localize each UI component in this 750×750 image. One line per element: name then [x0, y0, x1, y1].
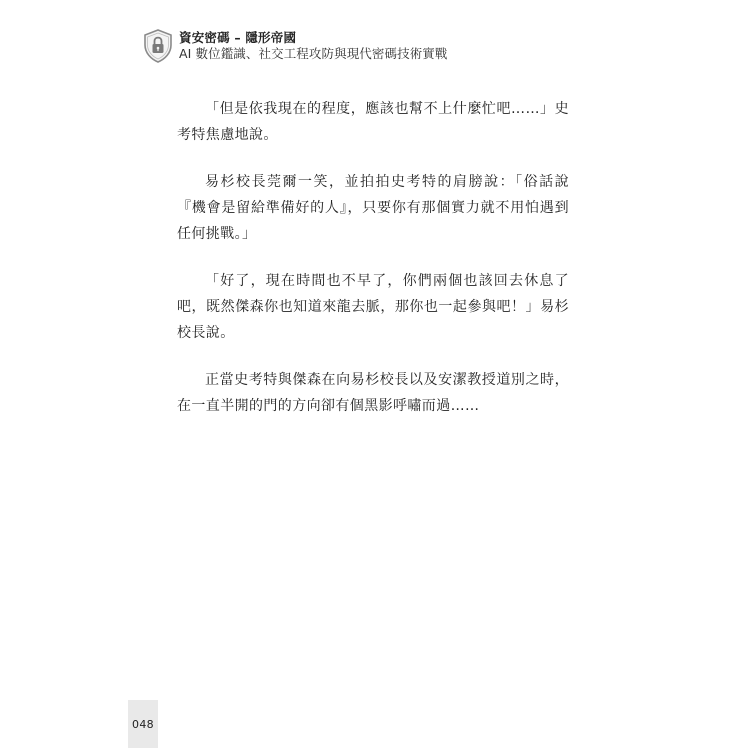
paragraph: 易杉校長莞爾一笑，並拍拍史考特的肩膀說：「俗話說『機會是留給準備好的人』，只要你有那個實力就不用怕遇到任何挑戰。」	[177, 174, 569, 242]
paragraph: 「好了，現在時間也不早了，你們兩個也該回去休息了吧，既然傑森你也知道來龍去脈，那你也一起參與吧！」易杉校長說。	[177, 273, 569, 341]
page-number-tab	[128, 700, 158, 748]
chapter-body	[177, 96, 569, 440]
shield-lock-icon	[143, 29, 173, 63]
paragraph: 正當史考特與傑森在向易杉校長以及安潔教授道別之時，在一直半開的門的方向卻有個黑影呼嘯而過……	[177, 372, 569, 414]
book-title: 資安密碼 – 隱形帝國	[179, 30, 297, 45]
book-subtitle: AI 數位鑑識、社交工程攻防與現代密碼技術實戰	[179, 46, 448, 61]
running-header	[143, 28, 448, 64]
paragraph: 「但是依我現在的程度，應該也幫不上什麼忙吧……」史考特焦慮地說。	[177, 101, 569, 143]
page-number: 048	[132, 717, 154, 731]
